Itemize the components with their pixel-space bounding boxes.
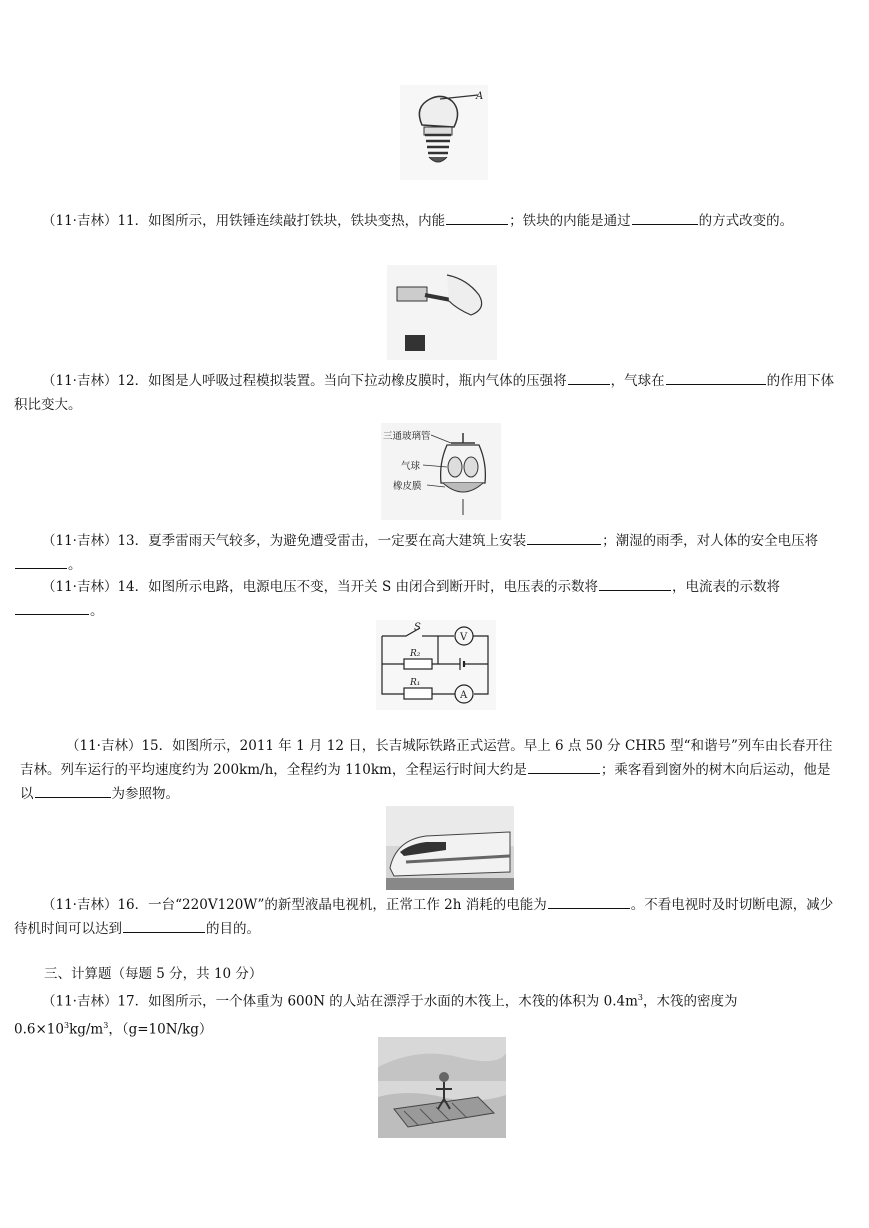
- breathing-model-figure: [381, 423, 501, 520]
- question-11: （11·吉林）11．如图所示，用铁锤连续敲打铁块，铁块变热，内能 ；铁块的内能是通过 的方式改变的。: [14, 209, 842, 233]
- r2-label: R₂: [410, 649, 421, 659]
- answer-blank[interactable]: [15, 554, 67, 569]
- voltmeter-label: V: [460, 632, 468, 643]
- question-15: （11·吉林）15．如图所示，2011 年 1 月 12 日，长吉城际铁路正式运营。早上 6 点 50 分 CHR5 型“和谐号”列车由长春开往吉林。列车运行的平均速度约为 200km/h，全程约为 110km，全程运行时间大约是 ；乘客看到窗外的树木向后运动，他是以 为参照物。: [20, 738, 833, 802]
- label-rubber-film: 橡皮膜: [393, 481, 422, 492]
- answer-blank[interactable]: [666, 370, 766, 385]
- label-glass-tube: 三通玻璃管: [383, 431, 431, 442]
- question-13: （11·吉林）13．夏季雷雨天气较多，为避免遭受雷击，一定要在高大建筑上安装 ；潮湿的雨季，对人体的安全电压将。: [14, 529, 842, 577]
- answer-blank[interactable]: [568, 370, 610, 385]
- answer-blank[interactable]: [446, 210, 508, 225]
- question-12: （11·吉林）12．如图是人呼吸过程模拟装置。当向下拉动橡皮膜时，瓶内气体的压强将 ，气球在 的作用下体积比变大。: [14, 369, 842, 417]
- answer-blank[interactable]: [599, 576, 671, 591]
- question-14: （11·吉林）14．如图所示电路，电源电压不变，当开关 S 由闭合到断开时，电压表的示数将 ，电流表的示数将。: [14, 575, 842, 623]
- ammeter-label: A: [460, 690, 468, 701]
- bulb-figure: [400, 85, 488, 180]
- question-16: （11·吉林）16．一台“220V120W”的新型液晶电视机，正常工作 2h 消耗的电能为 。不看电视时及时切断电源，减少待机时间可以达到 的目的。: [14, 893, 842, 941]
- raft-figure: [378, 1037, 506, 1138]
- answer-blank[interactable]: [548, 894, 630, 909]
- answer-blank[interactable]: [632, 210, 698, 225]
- answer-blank[interactable]: [123, 918, 205, 933]
- question-17: （11·吉林）17．如图所示，一个体重为 600N 的人站在漂浮于水面的木筏上，木筏的体积为 $0.4m^3$，木筏的密度为 $0.6\times 10^3kg/m^3$，（g=10N/kg）: [14, 993, 738, 1037]
- answer-blank[interactable]: [15, 600, 89, 615]
- train-figure: [386, 806, 514, 890]
- label-balloon: 气球: [401, 461, 421, 472]
- answer-blank[interactable]: [527, 530, 601, 545]
- circuit-figure: [376, 620, 496, 710]
- answer-blank[interactable]: [35, 783, 111, 798]
- switch-label: S: [414, 622, 421, 633]
- answer-blank[interactable]: [528, 759, 600, 774]
- bulb-label: A: [476, 91, 484, 102]
- hammer-figure: [387, 265, 497, 360]
- r1-label: R₁: [410, 678, 421, 688]
- section-3-heading: 三、计算题（每题 5 分，共 10 分）: [44, 966, 263, 982]
